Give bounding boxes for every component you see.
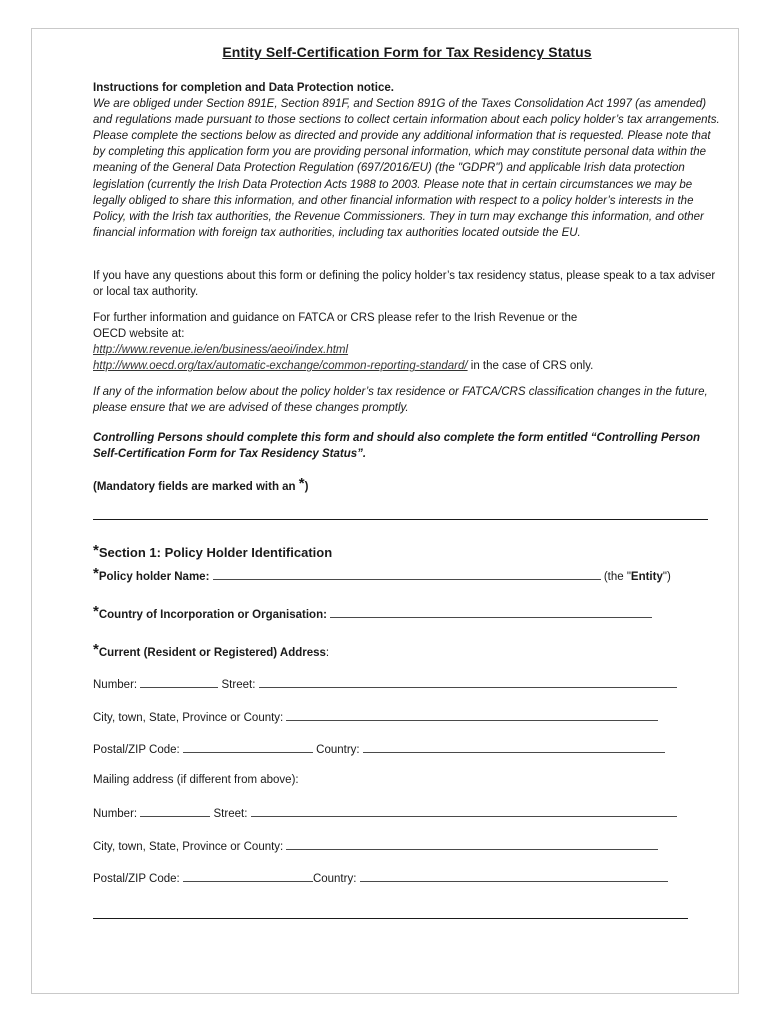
mailing-postal-country-row [93,871,713,885]
form-title: Entity Self-Certification Form for Tax Residency Status [222,44,592,60]
current-street-label: Street: [221,679,256,691]
controlling-persons-paragraph: Controlling Persons should complete this form and should also complete the form entitled “Controlling Person Self-Certification Form for Tax Residency Status”. [93,432,700,461]
entity-prefix: (the " [603,571,631,583]
instructions-block [93,80,725,241]
current-country-field[interactable] [363,742,665,753]
mandatory-note-text: (Mandatory fields are marked with an [93,481,299,493]
current-city-row [93,710,713,724]
current-number-field[interactable] [140,677,218,688]
current-postal-label: Postal/ZIP Code: [93,744,180,756]
section-1-heading [93,544,332,561]
mailing-city-row [93,839,713,853]
guidance-line-2: OECD website at: [93,328,185,341]
mandatory-asterisk: * [298,475,305,492]
mailing-country-field[interactable] [360,871,668,882]
entity-suffix: ") [662,571,671,583]
current-country-label: Country: [316,744,360,756]
mailing-number-field[interactable] [140,806,210,817]
mailing-street-label: Street: [213,808,248,820]
changes-paragraph: If any of the information below about the policy holder’s tax residence or FATCA/CRS classification changes in the future, please ensure that we are advised of these changes promptly. [93,386,708,415]
mailing-country-label: Country: [312,873,357,885]
current-number-street-row [93,677,713,691]
policy-holder-asterisk: * [93,567,99,582]
divider-bottom [93,918,688,919]
mailing-number-street-row [93,806,713,820]
mandatory-note-close: ) [304,481,309,493]
mailing-postal-field[interactable] [183,871,313,882]
policy-holder-name-label: Policy holder Name: [98,571,210,583]
current-postal-field[interactable] [183,742,313,753]
divider-top [93,519,708,520]
entity-word: Entity [630,571,663,583]
current-city-field[interactable] [286,710,658,721]
guidance-line-1: For further information and guidance on FATCA or CRS please refer to the Irish Revenue or the [93,312,578,324]
current-number-label: Number: [93,679,138,691]
mailing-address-heading: Mailing address (if different from above): [93,774,299,786]
current-address-colon: : [325,647,330,659]
instructions-body: We are obliged under Section 891E, Section 891F, and Section 891G of the Taxes Consolidation Act 1997 (as amended) and regulations made pursuant to those sections to collect certain information about each policy holder’s tax arrangements. Please complete the sections below as directed and provide any additional information that is requested. Please note that by completing this application form you are providing personal information, which may constitute personal data within the meaning of the General Data Protection Regulation (697/2016/EU) (the "GDPR") and applicable Irish data protection legislation (currently the Irish Data Protection Acts 1988 to 2003. Please note that in certain circumstances we may be legally obliged to share this information, and other financial information with respect to a policy holder’s interests in the Policy, with the Irish tax authorities, the Revenue Commissioners. They in turn may exchange this information, and other financial information with foreign tax authorities, including tax authorities located outside the EU. [93,98,720,239]
current-city-label: City, town, State, Province or County: [93,712,284,724]
mandatory-fields-note [93,475,725,495]
mailing-street-field[interactable] [251,806,677,817]
current-street-field[interactable] [259,677,677,688]
country-incorporation-asterisk: * [93,605,99,620]
current-postal-country-row [93,742,713,756]
mailing-city-label: City, town, State, Province or County: [93,841,284,853]
policy-holder-name-field[interactable] [213,569,601,580]
country-incorporation-field[interactable] [330,607,652,618]
section-1-title: Section 1: Policy Holder Identification [98,545,333,560]
guidance-paragraph [93,310,725,374]
revenue-link[interactable]: http://www.revenue.ie/en/business/aeoi/index.html [93,344,349,357]
current-address-asterisk: * [93,643,99,658]
policy-holder-name-row [93,567,713,584]
oecd-crs-link[interactable]: http://www.oecd.org/tax/automatic-exchange/common-reporting-standard/ [93,360,468,373]
current-address-row [93,643,713,660]
current-address-label: Current (Resident or Registered) Address [98,647,326,659]
crs-suffix: in the case of CRS only. [467,360,594,373]
mailing-postal-label: Postal/ZIP Code: [93,873,180,885]
country-incorporation-row [93,605,713,622]
mailing-city-field[interactable] [286,839,658,850]
questions-paragraph: If you have any questions about this form or defining the policy holder’s tax residency status, please speak to a tax adviser or local tax authority. [93,270,716,299]
section-asterisk: * [93,542,99,559]
instructions-heading: Instructions for completion and Data Protection notice. [93,82,394,94]
mailing-number-label: Number: [93,808,138,820]
country-incorporation-label: Country of Incorporation or Organisation: [98,609,327,621]
